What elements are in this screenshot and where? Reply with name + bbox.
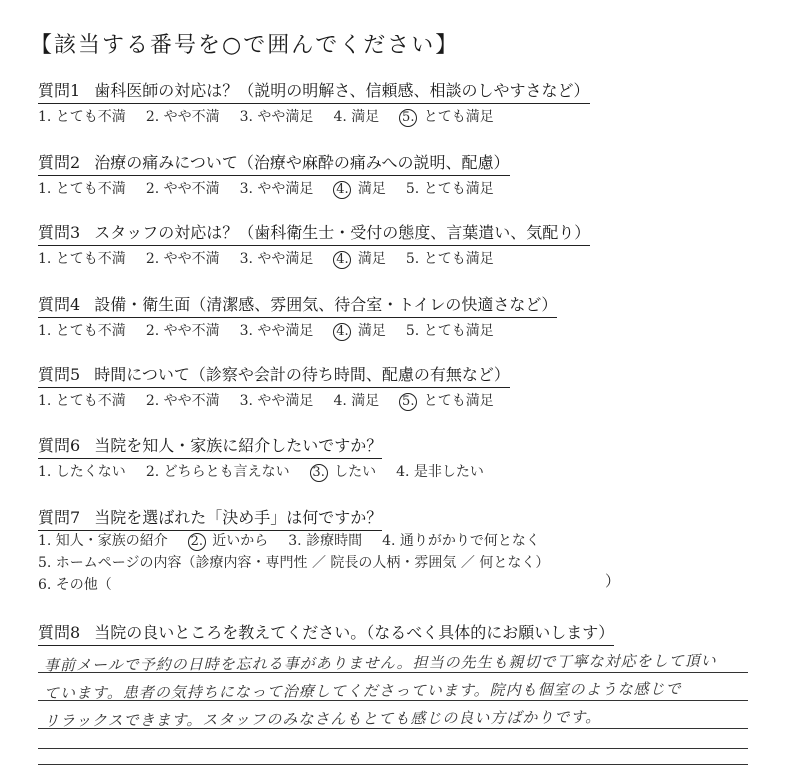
question-6-heading (38, 433, 382, 459)
answer-option-selected[interactable]: 5. とても満足 (399, 390, 493, 411)
question-4-options (38, 320, 514, 341)
handwritten-comment-line-3: リラックスできます。スタッフのみなさんもとても感じの良い方ばかりです。 (43, 708, 602, 730)
circle-mark-icon: 4. (333, 181, 351, 199)
answer-option[interactable]: 3. やや満足 (239, 393, 314, 409)
answer-option[interactable]: 1. とても不満 (38, 109, 126, 125)
answer-option[interactable]: 4. 通りがかりで何となく (382, 533, 540, 549)
circle-mark-icon: 2. (188, 533, 206, 551)
ruled-line (38, 764, 748, 765)
answer-option-selected[interactable]: 2. 近いから (188, 530, 268, 551)
question-5-number: 質問5 (38, 365, 81, 384)
answer-option[interactable]: 2. やや不満 (145, 251, 220, 267)
answer-option-selected[interactable]: 5. とても満足 (399, 106, 493, 127)
question-5-text: 時間について（診察や会計の待ち時間、配慮の有無など） (94, 365, 510, 384)
question-3-text: スタッフの対応は？（歯科衛生士・受付の態度、言葉遣い、気配り） (94, 223, 591, 242)
question-7-options-row1 (38, 530, 560, 551)
circle-mark-icon: 4. (333, 323, 351, 341)
question-4-text: 設備・衛生面（清潔感、雰囲気、待合室・トイレの快適さなど） (94, 295, 558, 314)
question-2-number: 質問2 (38, 153, 81, 172)
answer-option[interactable]: 1. とても不満 (38, 251, 126, 267)
question-4-number: 質問4 (38, 295, 81, 314)
question-8-text: 当院の良いところを教えてください。（なるべく具体的にお願いします） (94, 623, 615, 642)
question-7-number: 質問7 (38, 508, 81, 527)
answer-option[interactable]: 1. とても不満 (38, 393, 126, 409)
question-7-other-close: ） (605, 572, 621, 590)
circle-mark-icon: 3. (310, 464, 328, 482)
question-6-options (38, 461, 504, 482)
answer-option[interactable]: 3. やや満足 (239, 109, 314, 125)
answer-option[interactable]: 5. とても満足 (405, 323, 494, 339)
question-4-heading (38, 292, 557, 318)
answer-option[interactable]: 4. 満足 (333, 109, 380, 125)
question-7-heading (38, 505, 382, 531)
answer-option-selected[interactable]: 4. 満足 (333, 248, 385, 269)
question-5-options (38, 390, 514, 411)
answer-option-selected[interactable]: 3. したい (310, 461, 376, 482)
circle-mark-icon: 5. (399, 393, 417, 411)
answer-option[interactable]: 2. どちらとも言えない (145, 464, 290, 480)
question-2-text: 治療の痛みについて（治療や麻酔の痛みへの説明、配慮） (94, 153, 510, 172)
answer-option-selected[interactable]: 4. 満足 (333, 178, 385, 199)
question-2-options (38, 178, 514, 199)
ruled-line (38, 748, 748, 749)
question-3-number: 質問3 (38, 223, 81, 242)
answer-option[interactable]: 2. やや不満 (145, 181, 220, 197)
circle-mark-icon: 4. (333, 251, 351, 269)
page-title: 【該当する番号を○で囲んでください】 (30, 33, 460, 58)
answer-option[interactable]: 3. やや満足 (239, 323, 314, 339)
handwritten-comment-line-2: ています。患者の気持ちになって治療してくださっています。院内も個室のような感じで (43, 679, 682, 703)
answer-option[interactable]: 4. 是非したい (396, 464, 484, 480)
answer-option[interactable]: 4. 満足 (333, 393, 380, 409)
question-3-heading (38, 220, 590, 246)
answer-option[interactable]: 1. したくない (38, 464, 126, 480)
question-6-text: 当院を知人・家族に紹介したいですか？ (94, 436, 383, 455)
question-7-option-5[interactable]: 5. ホームページの内容（診療内容・専門性 ／ 院長の人柄・雰囲気 ／ 何となく） (38, 555, 550, 571)
answer-option[interactable]: 1. 知人・家族の紹介 (38, 533, 168, 549)
answer-option[interactable]: 5. とても満足 (405, 181, 494, 197)
question-7-option-6[interactable]: 6. その他（ (38, 577, 112, 593)
question-2-heading (38, 150, 510, 176)
question-1-text: 歯科医師の対応は？（説明の明解さ、信頼感、相談のしやすさなど） (94, 81, 590, 100)
question-5-heading (38, 362, 510, 388)
question-1-number: 質問1 (38, 81, 81, 100)
answer-option[interactable]: 3. やや満足 (239, 181, 314, 197)
answer-option-selected[interactable]: 4. 満足 (333, 320, 385, 341)
question-1-options (38, 106, 514, 127)
answer-option[interactable]: 1. とても不満 (38, 181, 126, 197)
question-3-options (38, 248, 514, 269)
question-7-text: 当院を選ばれた「決め手」は何ですか？ (94, 508, 383, 527)
question-6-number: 質問6 (38, 436, 81, 455)
question-8-heading (38, 620, 614, 646)
answer-option[interactable]: 2. やや不満 (145, 109, 220, 125)
answer-option[interactable]: 3. やや満足 (239, 251, 314, 267)
answer-option[interactable]: 1. とても不満 (38, 323, 126, 339)
circle-mark-icon: 5. (399, 109, 417, 127)
answer-option[interactable]: 3. 診療時間 (288, 533, 363, 549)
answer-option[interactable]: 2. やや不満 (145, 323, 220, 339)
question-7-options-row2 (38, 552, 549, 572)
answer-option[interactable]: 5. とても満足 (405, 251, 494, 267)
question-8-number: 質問8 (38, 623, 81, 642)
handwritten-comment-line-1: 事前メールで予約の日時を忘れる事がありません。担当の先生も親切で丁寧な対応をして頂い (43, 651, 717, 675)
question-7-options-row3 (38, 574, 112, 594)
comment-area[interactable] (38, 648, 748, 768)
question-1-heading (38, 78, 590, 104)
answer-option[interactable]: 2. やや不満 (145, 393, 220, 409)
